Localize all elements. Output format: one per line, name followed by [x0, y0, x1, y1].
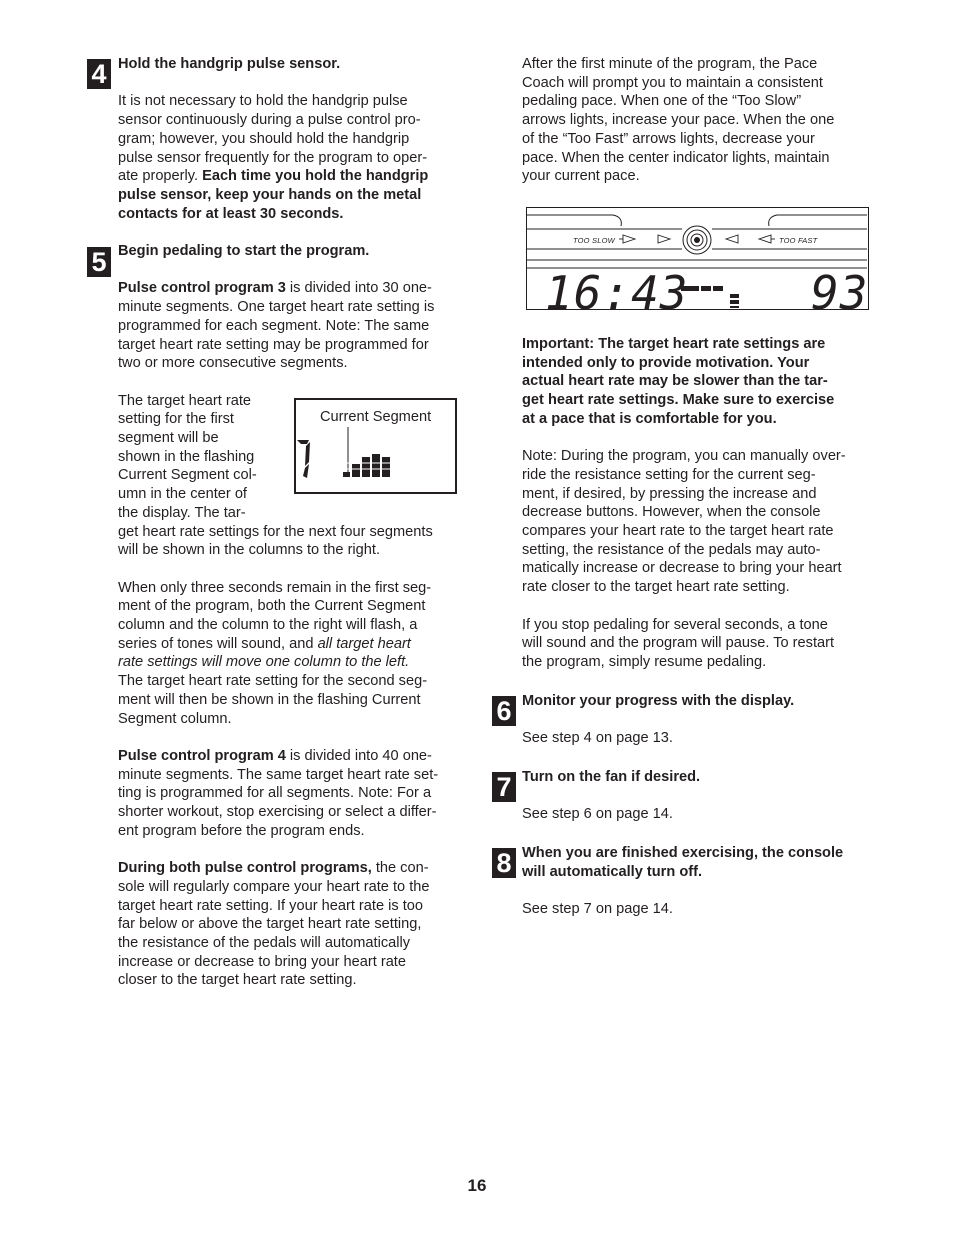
- step-8-heading: When you are finished exercising, the console: [522, 845, 844, 861]
- step-5-line: increase or decrease to bring your heart rate: [118, 953, 406, 970]
- step-8-body: See step 7 on page 14.: [522, 901, 673, 918]
- step-4-line: pulse sensor frequently for the program to oper-: [118, 149, 428, 166]
- note-line: decrease buttons. However, when the console: [522, 504, 821, 521]
- pace-line: pedaling pace. When one of the “Too Slow”: [522, 93, 802, 110]
- too-fast-label: TOO FAST: [779, 236, 818, 245]
- step-5-block: [118, 242, 468, 990]
- current-segment-figure: [294, 398, 457, 494]
- current-segment-graphic: [296, 400, 455, 492]
- step-7-number: 7: [492, 772, 516, 802]
- step-5-line: far below or above the target heart rate setting,: [118, 916, 422, 933]
- note-line: compares your heart rate to the target heart rate: [522, 523, 834, 540]
- step-6-block: [522, 692, 872, 748]
- note-line: matically increase or decrease to bring your heart: [522, 560, 842, 577]
- step-5-line: ment will then be shown in the flashing Current: [118, 691, 421, 708]
- pace-line: After the first minute of the program, the Pace: [522, 56, 818, 72]
- step-4-line: contacts for at least 30 seconds.: [118, 205, 344, 222]
- stop-line: will sound and the program will pause. To restart: [522, 635, 835, 652]
- step-5-line: minute segments. One target heart rate setting is: [118, 299, 435, 316]
- step-5-line: When only three seconds remain in the first seg-: [118, 579, 432, 596]
- step-5-line: minute segments. The same target heart rate set-: [118, 766, 439, 783]
- too-slow-label: TOO SLOW: [573, 236, 615, 245]
- step-8-heading: will automatically turn off.: [522, 863, 703, 880]
- step-5-line: Current Segment col-: [118, 467, 257, 484]
- step-4-number: 4: [87, 59, 111, 89]
- important-line: get heart rate settings. Make sure to exercise: [522, 392, 835, 409]
- pace-coach-text: [522, 55, 872, 186]
- step-5-line: umn in the center of: [118, 486, 247, 503]
- step-4-line: ate properly. Each time you hold the handgrip: [118, 168, 429, 185]
- note-line: Note: During the program, you can manually over-: [522, 448, 846, 465]
- step-5-line: programmed for each segment. Note: The same: [118, 317, 430, 334]
- important-line: at a pace that is comfortable for you.: [522, 410, 777, 427]
- step-5-line: shown in the flashing: [118, 448, 255, 465]
- important-line: intended only to provide motivation. Your: [522, 354, 810, 371]
- step-5-line: closer to the target heart rate setting.: [118, 972, 357, 989]
- step-5-line: During both pulse control programs, the con-: [118, 860, 429, 877]
- important-line: actual heart rate may be slower than the tar-: [522, 373, 828, 390]
- step-7-body: See step 6 on page 14.: [522, 806, 673, 823]
- important-note: [522, 335, 872, 672]
- console-display-figure: [526, 207, 869, 310]
- step-5-line: The target heart rate setting for the second seg-: [118, 673, 428, 690]
- step-5-line: will be shown in the columns to the right.: [118, 542, 381, 559]
- step-5-line: Segment column.: [118, 710, 232, 727]
- step-5-line: segment will be: [118, 430, 219, 446]
- step-5-line: get heart rate settings for the next four segments: [118, 523, 433, 540]
- step-5-line: column and the column to the right will flash, a: [118, 617, 418, 634]
- step-6-number: 6: [492, 696, 516, 726]
- pace-line: Coach will prompt you to maintain a consistent: [522, 74, 823, 91]
- console-value-readout: 93: [811, 266, 869, 310]
- note-line: ride the resistance setting for the current seg-: [522, 466, 816, 483]
- pace-line: of the “Too Fast” arrows lights, decrease your: [522, 130, 815, 147]
- step-6-body: See step 4 on page 13.: [522, 730, 673, 747]
- pace-line: your current pace.: [522, 168, 640, 185]
- step-7-block: [522, 768, 872, 824]
- note-line: rate closer to the target heart rate setting.: [522, 579, 790, 596]
- step-5-line: shorter workout, stop exercising or select a differ-: [118, 804, 437, 821]
- step-5-line: sole will regularly compare your heart rate to the: [118, 878, 430, 895]
- step-4-line: It is not necessary to hold the handgrip pulse: [118, 93, 408, 110]
- step-5-line: The target heart rate: [118, 392, 252, 409]
- step-5-line: Pulse control program 3 is divided into 30 one-: [118, 280, 432, 297]
- step-5-line: two or more consecutive segments.: [118, 355, 348, 372]
- note-line: ment, if desired, by pressing the increase and: [522, 485, 817, 502]
- step-5-line: setting for the first: [118, 411, 234, 428]
- step-5-number: 5: [87, 247, 111, 277]
- step-4-heading: Hold the handgrip pulse sensor.: [118, 56, 341, 72]
- step-4-line: sensor continuously during a pulse control pro-: [118, 112, 421, 129]
- step-6-heading: Monitor your progress with the display.: [522, 693, 795, 709]
- step-4-line: pulse sensor, keep your hands on the metal: [118, 186, 422, 203]
- step-8-block: [522, 844, 872, 919]
- stop-line: If you stop pedaling for several seconds, a tone: [522, 616, 828, 633]
- important-line: Important: The target heart rate settings are: [522, 336, 826, 352]
- page-number: 16: [467, 1176, 487, 1195]
- console-time-readout: 16:43: [545, 266, 689, 310]
- step-5-line: target heart rate setting may be programmed for: [118, 336, 429, 353]
- step-5-line: the resistance of the pedals will automatically: [118, 934, 411, 951]
- step-4-block: [118, 55, 468, 223]
- step-8-number: 8: [492, 848, 516, 878]
- step-5-line: target heart rate setting. If your heart rate is too: [118, 897, 424, 914]
- step-5-heading: Begin pedaling to start the program.: [118, 243, 370, 259]
- step-5-line: ent program before the program ends.: [118, 822, 365, 839]
- pace-line: arrows lights, increase your pace. When the one: [522, 112, 835, 129]
- step-5-line: the display. The tar-: [118, 504, 246, 521]
- current-segment-label: Current Segment: [320, 409, 432, 425]
- pace-line: pace. When the center indicator lights, maintain: [522, 149, 830, 166]
- stop-line: the program, simply resume pedaling.: [522, 653, 767, 670]
- step-4-line: gram; however, you should hold the handgrip: [118, 130, 410, 147]
- step-5-line: ting is programmed for all segments. Note: For a: [118, 785, 432, 802]
- step-7-heading: Turn on the fan if desired.: [522, 769, 701, 785]
- step-5-line: series of tones will sound, and all target heart: [118, 635, 411, 652]
- step-5-line: rate settings will move one column to the left.: [118, 654, 410, 671]
- step-5-line: Pulse control program 4 is divided into 40 one-: [118, 747, 432, 764]
- note-line: setting, the resistance of the pedals may auto-: [522, 541, 821, 558]
- step-5-line: ment of the program, both the Current Segment: [118, 598, 426, 615]
